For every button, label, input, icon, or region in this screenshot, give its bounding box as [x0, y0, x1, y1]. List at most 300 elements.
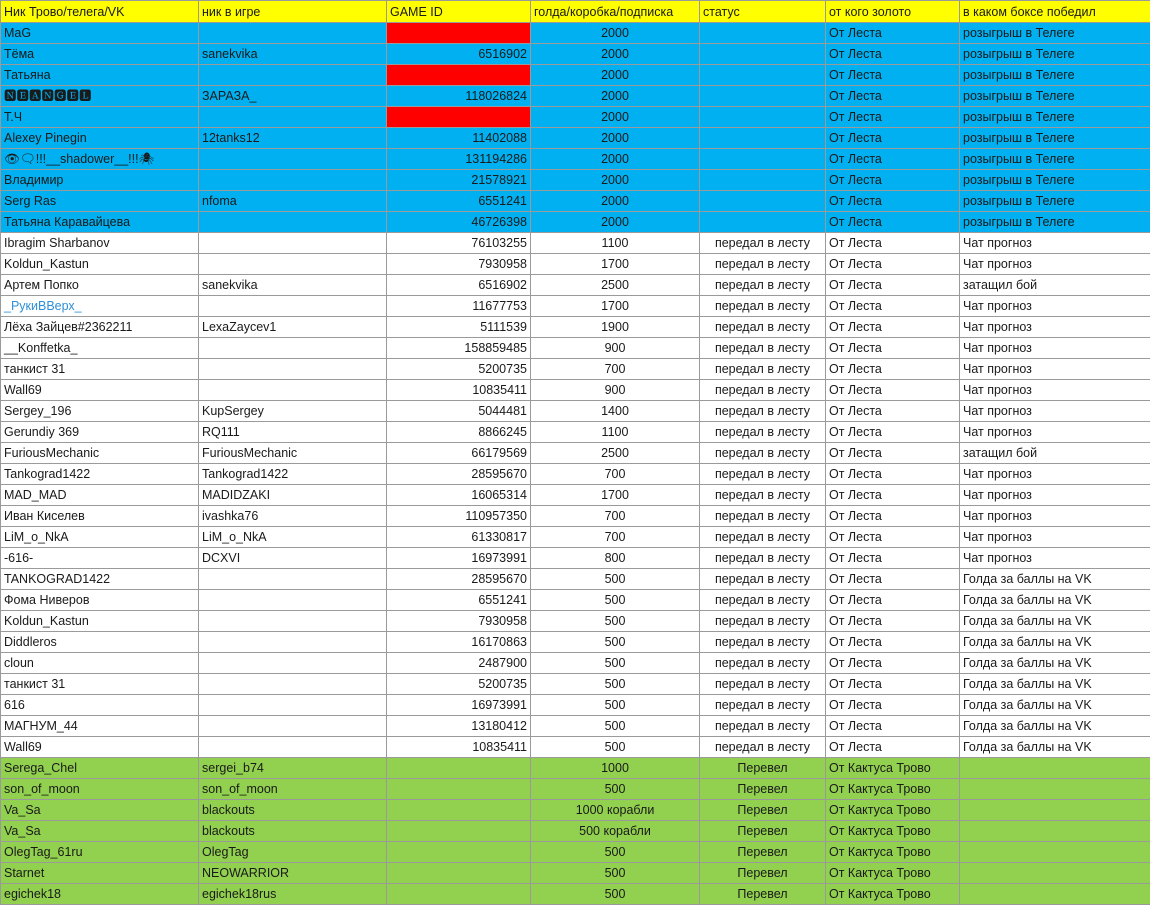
cell-status[interactable]: передал в лесту: [700, 359, 826, 380]
cell-game-id[interactable]: 11677753: [387, 296, 531, 317]
cell-reward[interactable]: 500: [531, 653, 700, 674]
cell-status[interactable]: передал в лесту: [700, 464, 826, 485]
cell-status[interactable]: передал в лесту: [700, 611, 826, 632]
cell-game-nick[interactable]: [199, 338, 387, 359]
cell-nick[interactable]: МАГНУМ_44: [1, 716, 199, 737]
cell-reward[interactable]: 500: [531, 695, 700, 716]
cell-nick[interactable]: Ibragim Sharbanov: [1, 233, 199, 254]
cell-status[interactable]: [700, 44, 826, 65]
cell-game-id[interactable]: 16973991: [387, 548, 531, 569]
cell-game-nick[interactable]: [199, 254, 387, 275]
cell-game-nick[interactable]: sanekvika: [199, 44, 387, 65]
cell-box[interactable]: Чат прогноз: [960, 254, 1150, 275]
header-cell-status[interactable]: статус: [700, 1, 826, 23]
cell-game-id[interactable]: 8866245: [387, 422, 531, 443]
cell-nick[interactable]: Артем Попко: [1, 275, 199, 296]
cell-from[interactable]: От Леста: [826, 149, 960, 170]
cell-nick[interactable]: Tankograd1422: [1, 464, 199, 485]
cell-game-nick[interactable]: OlegTag: [199, 842, 387, 863]
cell-reward[interactable]: 2000: [531, 170, 700, 191]
cell-game-nick[interactable]: [199, 695, 387, 716]
cell-game-id[interactable]: [387, 107, 531, 128]
cell-reward[interactable]: 1700: [531, 254, 700, 275]
cell-game-nick[interactable]: RQ111: [199, 422, 387, 443]
cell-game-id[interactable]: 5044481: [387, 401, 531, 422]
cell-box[interactable]: [960, 758, 1150, 779]
cell-from[interactable]: От Леста: [826, 191, 960, 212]
cell-reward[interactable]: 700: [531, 527, 700, 548]
cell-status[interactable]: передал в лесту: [700, 401, 826, 422]
cell-game-nick[interactable]: ivashka76: [199, 506, 387, 527]
cell-game-id[interactable]: 6516902: [387, 275, 531, 296]
cell-status[interactable]: передал в лесту: [700, 317, 826, 338]
cell-status[interactable]: передал в лесту: [700, 296, 826, 317]
cell-from[interactable]: От Кактуса Трово: [826, 779, 960, 800]
cell-status[interactable]: передал в лесту: [700, 380, 826, 401]
cell-game-nick[interactable]: [199, 212, 387, 233]
cell-reward[interactable]: 1000: [531, 758, 700, 779]
cell-nick[interactable]: cloun: [1, 653, 199, 674]
cell-game-nick[interactable]: [199, 296, 387, 317]
cell-status[interactable]: [700, 23, 826, 44]
cell-reward[interactable]: 2000: [531, 86, 700, 107]
cell-nick[interactable]: Diddleros: [1, 632, 199, 653]
cell-from[interactable]: От Леста: [826, 128, 960, 149]
cell-box[interactable]: Чат прогноз: [960, 464, 1150, 485]
cell-box[interactable]: Голда за баллы на VK: [960, 569, 1150, 590]
cell-nick[interactable]: Владимир: [1, 170, 199, 191]
cell-status[interactable]: [700, 212, 826, 233]
cell-game-id[interactable]: [387, 779, 531, 800]
cell-game-id[interactable]: 5200735: [387, 674, 531, 695]
cell-game-id[interactable]: 10835411: [387, 380, 531, 401]
cell-game-nick[interactable]: [199, 149, 387, 170]
cell-game-id[interactable]: 118026824: [387, 86, 531, 107]
cell-from[interactable]: От Леста: [826, 695, 960, 716]
cell-reward[interactable]: 2000: [531, 107, 700, 128]
cell-status[interactable]: [700, 170, 826, 191]
cell-game-nick[interactable]: 12tanks12: [199, 128, 387, 149]
cell-from[interactable]: От Леста: [826, 716, 960, 737]
cell-box[interactable]: Голда за баллы на VK: [960, 653, 1150, 674]
cell-from[interactable]: От Леста: [826, 86, 960, 107]
cell-nick[interactable]: egichek18: [1, 884, 199, 905]
cell-nick[interactable]: 616: [1, 695, 199, 716]
cell-nick[interactable]: Татьяна: [1, 65, 199, 86]
cell-nick[interactable]: Serega_Chel: [1, 758, 199, 779]
cell-reward[interactable]: 2000: [531, 128, 700, 149]
cell-from[interactable]: От Леста: [826, 107, 960, 128]
cell-reward[interactable]: 2000: [531, 65, 700, 86]
cell-reward[interactable]: 500: [531, 569, 700, 590]
cell-reward[interactable]: 1700: [531, 296, 700, 317]
cell-reward[interactable]: 500: [531, 674, 700, 695]
cell-game-id[interactable]: [387, 65, 531, 86]
cell-from[interactable]: От Леста: [826, 611, 960, 632]
cell-game-id[interactable]: 66179569: [387, 443, 531, 464]
cell-status[interactable]: [700, 107, 826, 128]
cell-box[interactable]: [960, 884, 1150, 905]
cell-from[interactable]: От Леста: [826, 254, 960, 275]
cell-game-id[interactable]: 10835411: [387, 737, 531, 758]
cell-status[interactable]: передал в лесту: [700, 527, 826, 548]
cell-from[interactable]: От Кактуса Трово: [826, 758, 960, 779]
cell-game-nick[interactable]: MADIDZAKI: [199, 485, 387, 506]
cell-game-id[interactable]: 16170863: [387, 632, 531, 653]
cell-from[interactable]: От Леста: [826, 506, 960, 527]
cell-status[interactable]: передал в лесту: [700, 590, 826, 611]
cell-from[interactable]: От Леста: [826, 233, 960, 254]
cell-from[interactable]: От Леста: [826, 590, 960, 611]
cell-from[interactable]: От Леста: [826, 338, 960, 359]
cell-box[interactable]: Чат прогноз: [960, 233, 1150, 254]
cell-game-nick[interactable]: [199, 716, 387, 737]
cell-status[interactable]: передал в лесту: [700, 338, 826, 359]
header-cell-game-nick[interactable]: ник в игре: [199, 1, 387, 23]
cell-box[interactable]: розыгрыш в Телеге: [960, 212, 1150, 233]
cell-box[interactable]: розыгрыш в Телеге: [960, 191, 1150, 212]
cell-nick[interactable]: Тёма: [1, 44, 199, 65]
cell-game-nick[interactable]: [199, 569, 387, 590]
cell-box[interactable]: розыгрыш в Телеге: [960, 44, 1150, 65]
cell-nick[interactable]: 👁🗨!!!__shadower__!!!🕷: [1, 149, 199, 170]
cell-box[interactable]: Голда за баллы на VK: [960, 695, 1150, 716]
cell-from[interactable]: От Леста: [826, 296, 960, 317]
cell-reward[interactable]: 500: [531, 716, 700, 737]
cell-from[interactable]: От Кактуса Трово: [826, 842, 960, 863]
cell-status[interactable]: [700, 191, 826, 212]
cell-status[interactable]: передал в лесту: [700, 548, 826, 569]
cell-reward[interactable]: 800: [531, 548, 700, 569]
cell-game-nick[interactable]: nfoma: [199, 191, 387, 212]
cell-game-id[interactable]: 16065314: [387, 485, 531, 506]
cell-reward[interactable]: 500: [531, 590, 700, 611]
cell-reward[interactable]: 500 корабли: [531, 821, 700, 842]
cell-reward[interactable]: 700: [531, 506, 700, 527]
cell-reward[interactable]: 1700: [531, 485, 700, 506]
cell-reward[interactable]: 700: [531, 359, 700, 380]
cell-from[interactable]: От Леста: [826, 275, 960, 296]
cell-game-id[interactable]: 6516902: [387, 44, 531, 65]
cell-game-nick[interactable]: [199, 359, 387, 380]
cell-status[interactable]: передал в лесту: [700, 275, 826, 296]
cell-nick[interactable]: Koldun_Kastun: [1, 254, 199, 275]
header-cell-from[interactable]: от кого золото: [826, 1, 960, 23]
cell-box[interactable]: Чат прогноз: [960, 527, 1150, 548]
cell-from[interactable]: От Леста: [826, 23, 960, 44]
cell-status[interactable]: передал в лесту: [700, 422, 826, 443]
cell-status[interactable]: передал в лесту: [700, 653, 826, 674]
cell-from[interactable]: От Леста: [826, 380, 960, 401]
cell-game-id[interactable]: 21578921: [387, 170, 531, 191]
cell-from[interactable]: От Леста: [826, 569, 960, 590]
cell-nick[interactable]: Wall69: [1, 380, 199, 401]
cell-game-id[interactable]: 16973991: [387, 695, 531, 716]
cell-box[interactable]: розыгрыш в Телеге: [960, 65, 1150, 86]
cell-nick[interactable]: -616-: [1, 548, 199, 569]
cell-game-id[interactable]: 61330817: [387, 527, 531, 548]
cell-game-id[interactable]: 11402088: [387, 128, 531, 149]
cell-box[interactable]: розыгрыш в Телеге: [960, 23, 1150, 44]
cell-box[interactable]: [960, 863, 1150, 884]
cell-game-nick[interactable]: [199, 632, 387, 653]
cell-game-nick[interactable]: ЗАРАЗА_: [199, 86, 387, 107]
cell-nick[interactable]: Sergey_196: [1, 401, 199, 422]
cell-status[interactable]: Перевел: [700, 863, 826, 884]
cell-status[interactable]: передал в лесту: [700, 233, 826, 254]
cell-game-id[interactable]: [387, 23, 531, 44]
cell-status[interactable]: [700, 128, 826, 149]
cell-nick[interactable]: TANKOGRAD1422: [1, 569, 199, 590]
cell-from[interactable]: От Леста: [826, 422, 960, 443]
cell-game-id[interactable]: [387, 800, 531, 821]
cell-nick[interactable]: son_of_moon: [1, 779, 199, 800]
cell-game-nick[interactable]: sanekvika: [199, 275, 387, 296]
cell-status[interactable]: передал в лесту: [700, 254, 826, 275]
cell-box[interactable]: Голда за баллы на VK: [960, 611, 1150, 632]
cell-game-nick[interactable]: KupSergey: [199, 401, 387, 422]
cell-nick[interactable]: Va_Sa: [1, 821, 199, 842]
cell-status[interactable]: передал в лесту: [700, 695, 826, 716]
cell-reward[interactable]: 500: [531, 884, 700, 905]
cell-box[interactable]: Голда за баллы на VK: [960, 716, 1150, 737]
cell-nick[interactable]: Koldun_Kastun: [1, 611, 199, 632]
cell-status[interactable]: Перевел: [700, 821, 826, 842]
cell-reward[interactable]: 2500: [531, 443, 700, 464]
cell-reward[interactable]: 1000 корабли: [531, 800, 700, 821]
cell-from[interactable]: От Леста: [826, 65, 960, 86]
cell-game-id[interactable]: 7930958: [387, 611, 531, 632]
cell-game-nick[interactable]: [199, 590, 387, 611]
cell-reward[interactable]: 2000: [531, 149, 700, 170]
cell-game-id[interactable]: 76103255: [387, 233, 531, 254]
cell-game-nick[interactable]: [199, 23, 387, 44]
cell-nick[interactable]: 🅽🅴🅰🅽🅶🅴🅻: [1, 86, 199, 107]
cell-from[interactable]: От Леста: [826, 317, 960, 338]
cell-status[interactable]: передал в лесту: [700, 716, 826, 737]
cell-game-nick[interactable]: [199, 233, 387, 254]
cell-game-nick[interactable]: [199, 737, 387, 758]
cell-game-nick[interactable]: LiM_o_NkA: [199, 527, 387, 548]
cell-reward[interactable]: 500: [531, 632, 700, 653]
cell-from[interactable]: От Леста: [826, 737, 960, 758]
cell-game-id[interactable]: 5200735: [387, 359, 531, 380]
cell-game-nick[interactable]: egichek18rus: [199, 884, 387, 905]
cell-reward[interactable]: 2000: [531, 44, 700, 65]
cell-game-id[interactable]: 110957350: [387, 506, 531, 527]
cell-game-nick[interactable]: DCXVI: [199, 548, 387, 569]
cell-reward[interactable]: 900: [531, 380, 700, 401]
cell-nick[interactable]: Serg Ras: [1, 191, 199, 212]
cell-from[interactable]: От Леста: [826, 464, 960, 485]
cell-nick[interactable]: Gerundiy 369: [1, 422, 199, 443]
cell-game-id[interactable]: 2487900: [387, 653, 531, 674]
cell-nick[interactable]: Т.Ч: [1, 107, 199, 128]
cell-box[interactable]: затащил бой: [960, 275, 1150, 296]
cell-from[interactable]: От Леста: [826, 401, 960, 422]
cell-from[interactable]: От Кактуса Трово: [826, 863, 960, 884]
cell-nick[interactable]: Татьяна Каравайцева: [1, 212, 199, 233]
cell-status[interactable]: [700, 86, 826, 107]
cell-from[interactable]: От Леста: [826, 653, 960, 674]
cell-game-id[interactable]: 5111539: [387, 317, 531, 338]
cell-box[interactable]: розыгрыш в Телеге: [960, 128, 1150, 149]
cell-nick[interactable]: Иван Киселев: [1, 506, 199, 527]
cell-status[interactable]: передал в лесту: [700, 485, 826, 506]
header-cell-game-id[interactable]: GAME ID: [387, 1, 531, 23]
cell-reward[interactable]: 2000: [531, 212, 700, 233]
cell-game-id[interactable]: [387, 842, 531, 863]
cell-reward[interactable]: 500: [531, 842, 700, 863]
cell-from[interactable]: От Леста: [826, 170, 960, 191]
cell-reward[interactable]: 1900: [531, 317, 700, 338]
cell-from[interactable]: От Леста: [826, 44, 960, 65]
cell-box[interactable]: затащил бой: [960, 443, 1150, 464]
cell-nick[interactable]: OlegTag_61ru: [1, 842, 199, 863]
cell-status[interactable]: передал в лесту: [700, 632, 826, 653]
cell-game-id[interactable]: 28595670: [387, 464, 531, 485]
cell-game-id[interactable]: [387, 821, 531, 842]
cell-game-id[interactable]: 28595670: [387, 569, 531, 590]
cell-nick[interactable]: танкист 31: [1, 674, 199, 695]
cell-box[interactable]: Голда за баллы на VK: [960, 737, 1150, 758]
cell-nick[interactable]: Wall69: [1, 737, 199, 758]
cell-box[interactable]: Чат прогноз: [960, 401, 1150, 422]
cell-nick[interactable]: LiM_o_NkA: [1, 527, 199, 548]
cell-status[interactable]: передал в лесту: [700, 506, 826, 527]
cell-from[interactable]: От Леста: [826, 548, 960, 569]
cell-from[interactable]: От Леста: [826, 674, 960, 695]
cell-status[interactable]: Перевел: [700, 884, 826, 905]
cell-box[interactable]: Чат прогноз: [960, 380, 1150, 401]
cell-status[interactable]: Перевел: [700, 842, 826, 863]
cell-game-nick[interactable]: [199, 170, 387, 191]
cell-box[interactable]: [960, 779, 1150, 800]
cell-box[interactable]: [960, 821, 1150, 842]
cell-game-nick[interactable]: FuriousMechanic: [199, 443, 387, 464]
cell-reward[interactable]: 500: [531, 737, 700, 758]
cell-status[interactable]: [700, 65, 826, 86]
cell-from[interactable]: От Леста: [826, 443, 960, 464]
cell-game-id[interactable]: [387, 863, 531, 884]
cell-reward[interactable]: 2500: [531, 275, 700, 296]
cell-reward[interactable]: 1400: [531, 401, 700, 422]
cell-box[interactable]: Голда за баллы на VK: [960, 590, 1150, 611]
cell-nick[interactable]: танкист 31: [1, 359, 199, 380]
cell-nick[interactable]: Лёха Зайцев#2362211: [1, 317, 199, 338]
cell-box[interactable]: розыгрыш в Телеге: [960, 149, 1150, 170]
header-cell-reward[interactable]: голда/коробка/подписка: [531, 1, 700, 23]
header-cell-box[interactable]: в каком боксе победил: [960, 1, 1150, 23]
cell-game-id[interactable]: [387, 758, 531, 779]
cell-status[interactable]: передал в лесту: [700, 569, 826, 590]
cell-nick[interactable]: __Konffetka_: [1, 338, 199, 359]
header-cell-nick[interactable]: Ник Трово/телега/VK: [1, 1, 199, 23]
cell-reward[interactable]: 1100: [531, 233, 700, 254]
cell-game-nick[interactable]: [199, 107, 387, 128]
cell-status[interactable]: Перевел: [700, 758, 826, 779]
cell-box[interactable]: Чат прогноз: [960, 296, 1150, 317]
cell-box[interactable]: розыгрыш в Телеге: [960, 107, 1150, 128]
cell-reward[interactable]: 700: [531, 464, 700, 485]
cell-from[interactable]: От Кактуса Трово: [826, 821, 960, 842]
cell-nick[interactable]: Alexey Pinegin: [1, 128, 199, 149]
cell-game-nick[interactable]: sergei_b74: [199, 758, 387, 779]
cell-game-id[interactable]: 6551241: [387, 191, 531, 212]
cell-game-id[interactable]: 6551241: [387, 590, 531, 611]
cell-game-nick[interactable]: [199, 611, 387, 632]
cell-box[interactable]: Чат прогноз: [960, 422, 1150, 443]
cell-reward[interactable]: 500: [531, 611, 700, 632]
cell-box[interactable]: Чат прогноз: [960, 506, 1150, 527]
cell-nick[interactable]: _РукиВВерх_: [1, 296, 199, 317]
cell-game-id[interactable]: 131194286: [387, 149, 531, 170]
cell-from[interactable]: От Кактуса Трово: [826, 884, 960, 905]
cell-nick[interactable]: MAD_MAD: [1, 485, 199, 506]
cell-from[interactable]: От Леста: [826, 359, 960, 380]
cell-reward[interactable]: 900: [531, 338, 700, 359]
cell-from[interactable]: От Леста: [826, 527, 960, 548]
cell-from[interactable]: От Леста: [826, 632, 960, 653]
cell-box[interactable]: [960, 800, 1150, 821]
cell-status[interactable]: передал в лесту: [700, 443, 826, 464]
cell-box[interactable]: розыгрыш в Телеге: [960, 170, 1150, 191]
cell-nick[interactable]: Va_Sa: [1, 800, 199, 821]
cell-status[interactable]: Перевел: [700, 779, 826, 800]
cell-game-id[interactable]: 158859485: [387, 338, 531, 359]
cell-reward[interactable]: 1100: [531, 422, 700, 443]
cell-game-id[interactable]: [387, 884, 531, 905]
cell-game-id[interactable]: 7930958: [387, 254, 531, 275]
cell-game-nick[interactable]: Tankograd1422: [199, 464, 387, 485]
cell-game-nick[interactable]: blackouts: [199, 821, 387, 842]
cell-nick[interactable]: MaG: [1, 23, 199, 44]
cell-status[interactable]: передал в лесту: [700, 737, 826, 758]
cell-nick[interactable]: Фома Ниверов: [1, 590, 199, 611]
cell-box[interactable]: Чат прогноз: [960, 485, 1150, 506]
cell-box[interactable]: Голда за баллы на VK: [960, 674, 1150, 695]
cell-box[interactable]: розыгрыш в Телеге: [960, 86, 1150, 107]
cell-status[interactable]: [700, 149, 826, 170]
cell-status[interactable]: Перевел: [700, 800, 826, 821]
cell-nick[interactable]: FuriousMechanic: [1, 443, 199, 464]
cell-game-nick[interactable]: LexaZaycev1: [199, 317, 387, 338]
cell-from[interactable]: От Леста: [826, 485, 960, 506]
cell-box[interactable]: Чат прогноз: [960, 359, 1150, 380]
cell-nick[interactable]: Starnet: [1, 863, 199, 884]
cell-game-id[interactable]: 46726398: [387, 212, 531, 233]
cell-box[interactable]: Чат прогноз: [960, 317, 1150, 338]
cell-status[interactable]: передал в лесту: [700, 674, 826, 695]
cell-game-nick[interactable]: [199, 674, 387, 695]
cell-from[interactable]: От Леста: [826, 212, 960, 233]
cell-box[interactable]: Голда за баллы на VK: [960, 632, 1150, 653]
cell-game-nick[interactable]: NEOWARRIOR: [199, 863, 387, 884]
cell-game-nick[interactable]: son_of_moon: [199, 779, 387, 800]
cell-box[interactable]: [960, 842, 1150, 863]
cell-reward[interactable]: 500: [531, 779, 700, 800]
cell-game-nick[interactable]: [199, 653, 387, 674]
cell-reward[interactable]: 2000: [531, 23, 700, 44]
cell-reward[interactable]: 500: [531, 863, 700, 884]
cell-game-nick[interactable]: blackouts: [199, 800, 387, 821]
cell-box[interactable]: Чат прогноз: [960, 548, 1150, 569]
cell-game-nick[interactable]: [199, 65, 387, 86]
cell-game-id[interactable]: 13180412: [387, 716, 531, 737]
cell-from[interactable]: От Кактуса Трово: [826, 800, 960, 821]
cell-reward[interactable]: 2000: [531, 191, 700, 212]
cell-box[interactable]: Чат прогноз: [960, 338, 1150, 359]
